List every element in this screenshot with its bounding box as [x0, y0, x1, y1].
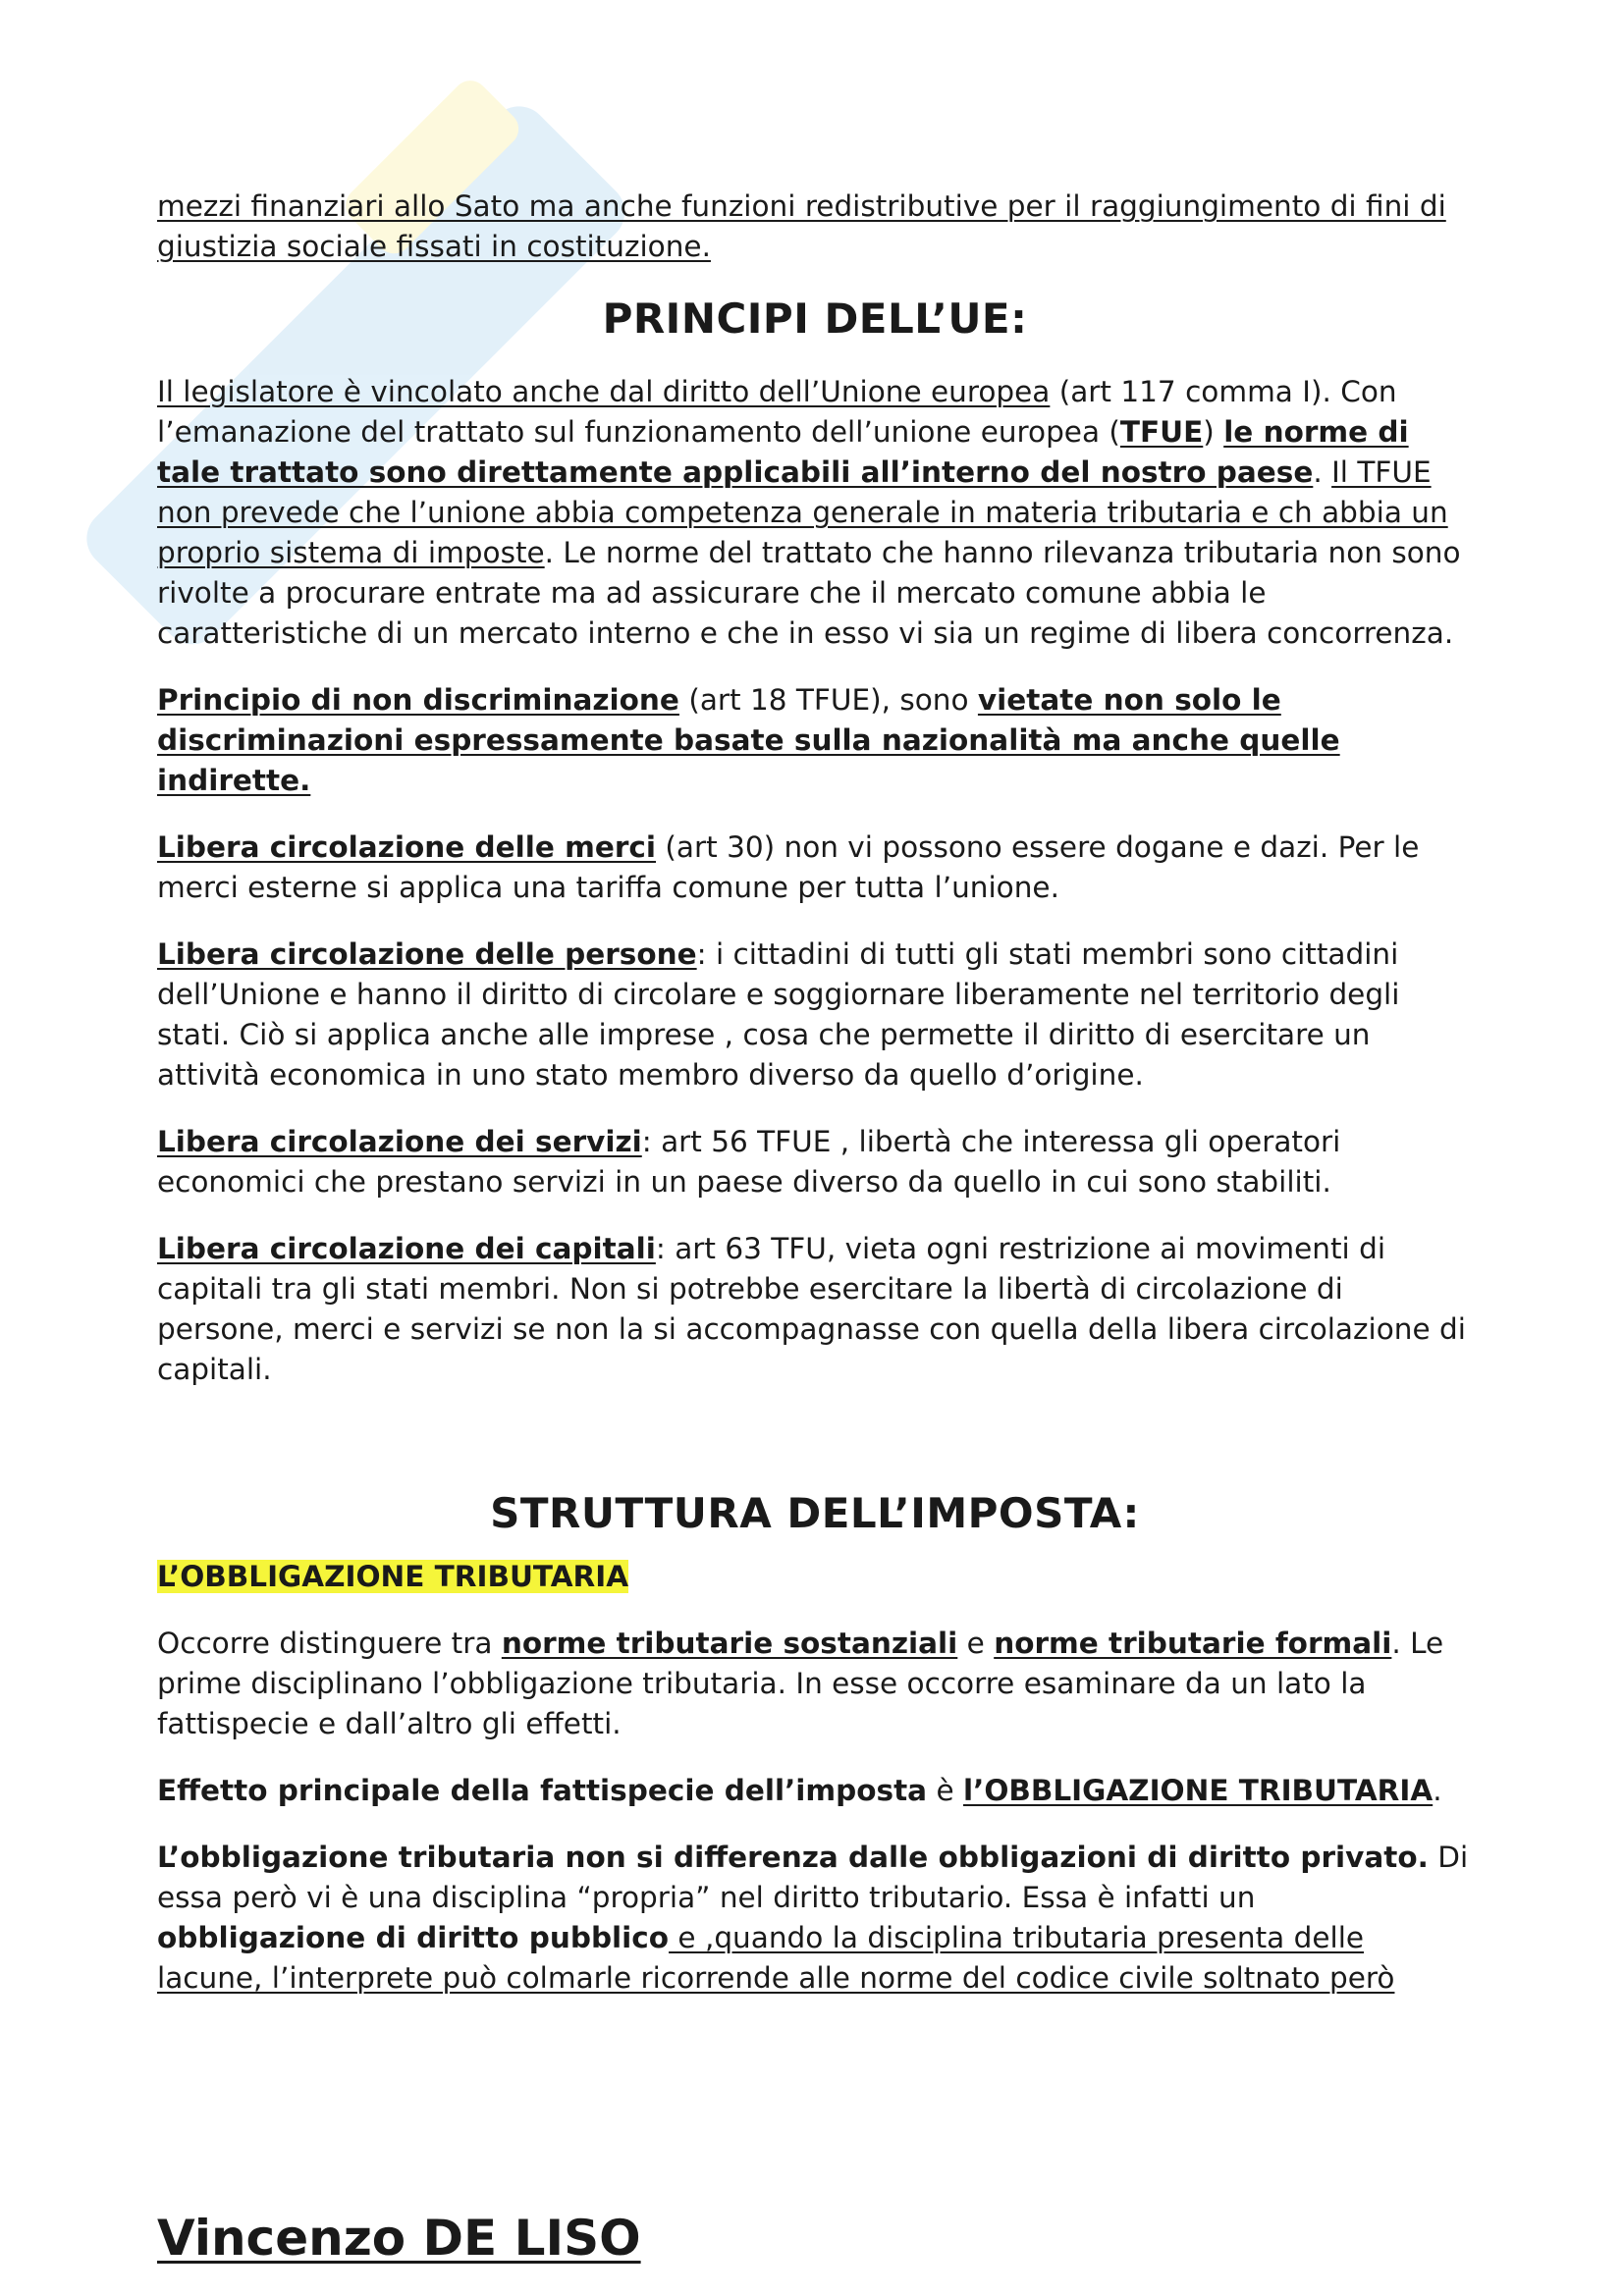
paragraph-capitali — [157, 1229, 1473, 1390]
text-tfue: TFUE — [1119, 415, 1204, 449]
text-plain: è — [927, 1774, 963, 1807]
text-plain: : art 63 TFU, vieta ogni restrizione ai movimenti di capitali tra gli stati membri. Non si potrebbe esercitare la libertà di circolazione di persone, merci e servizi se non la si accompagnasse con quella della libera circolazione di capitali. — [157, 1232, 1466, 1386]
text-bold: L’obbligazione tributaria non si differenza dalle obbligazioni di diritto privato. — [157, 1841, 1429, 1874]
text-plain: Di essa però vi è una disciplina “propria” nel diritto tributario. Essa è infatti un — [157, 1841, 1469, 1914]
text-underlined: e ,quando la disciplina tributaria presenta delle lacune, l’interprete può colmarle ricorrende alle norme del codice civile soltnato però — [157, 1921, 1395, 1995]
text-plain: : art 56 TFUE , libertà che interessa gli operatori economici che prestano servizi in un paese diverso da quello in cui sono stabiliti. — [157, 1125, 1341, 1199]
author-signature: Vincenzo DE LISO — [157, 2210, 641, 2267]
text-plain: Occorre distinguere tra — [157, 1627, 502, 1660]
text-bold-underlined: le norme di tale trattato sono direttamente applicabili all’interno del nostro paese — [157, 415, 1409, 489]
paragraph-servizi — [157, 1122, 1473, 1202]
term-circolazione-servizi: Libera circolazione dei servizi — [157, 1125, 642, 1158]
text-plain: . Le prime disciplinano l’obbligazione tributaria. In esse occorre esaminare da un lato la fattispecie e dall’altro gli effetti. — [157, 1627, 1444, 1740]
intro-text: mezzi finanziari allo Sato ma anche funzioni redistributive per il raggiungimento di fini di giustizia sociale fissati in costituzione. — [157, 189, 1446, 263]
intro-paragraph — [157, 187, 1473, 267]
text-plain: (art 117 comma I). Con l’emanazione del trattato sul funzionamento dell’unione europea ( — [157, 375, 1397, 449]
paragraph-obbligazione-privato — [157, 1838, 1473, 1999]
term-circolazione-capitali: Libera circolazione dei capitali — [157, 1232, 656, 1265]
text-bold: Effetto principale della fattispecie dell’imposta — [157, 1774, 928, 1807]
term-norme-sostanziali: norme tributarie sostanziali — [501, 1627, 958, 1660]
term-circolazione-persone: Libera circolazione delle persone — [157, 937, 697, 971]
paragraph-persone — [157, 934, 1473, 1095]
highlighted-subheading: L’OBBLIGAZIONE TRIBUTARIA — [157, 1560, 629, 1593]
text-underlined: Il TFUE non prevede che l’unione abbia competenza generale in materia tributaria e ch abbia un proprio sistema di imposte — [157, 455, 1448, 569]
paragraph-norme — [157, 1624, 1473, 1744]
text-plain: : i cittadini di tutti gli stati membri sono cittadini dell’Unione e hanno il diritto di circolare e soggiornare liberamente nel territorio degli stati. Ciò si applica anche alle imprese , cosa che permette il diritto di esercitare un attività economica in uno stato membro diverso da quello d’origine. — [157, 937, 1400, 1092]
text-plain: . Le norme del trattato che hanno rilevanza tributaria non sono rivolte a procurare entrate ma ad assicurare che il mercato comune abbia le caratteristiche di un mercato interno e che in esso vi sia un regime di libera concorrenza. — [157, 536, 1461, 650]
paragraph-legislatore — [157, 372, 1473, 654]
paragraph-non-discriminazione — [157, 680, 1473, 801]
text-plain: . — [1433, 1774, 1442, 1807]
text-plain: (art 18 TFUE), sono — [678, 683, 978, 717]
term-diritto-pubblico: obbligazione di diritto pubblico — [157, 1921, 670, 1954]
text-plain: (art 30) non vi possono essere dogane e dazi. Per le merci esterne si applica una tariffa comune per tutta l’unione. — [157, 830, 1420, 904]
section-heading-principi: PRINCIPI DELL’UE: — [602, 294, 1028, 343]
term-norme-formali: norme tributarie formali — [994, 1627, 1392, 1660]
section-heading-struttura: STRUTTURA DELL’IMPOSTA: — [490, 1489, 1140, 1537]
text-bold-underlined: vietate non solo le discriminazioni espressamente basate sulla nazionalità ma anche quelle indirette. — [157, 683, 1340, 797]
term-obbligazione-tributaria: l’OBBLIGAZIONE TRIBUTARIA — [963, 1774, 1434, 1807]
text-plain: . — [1313, 455, 1332, 489]
paragraph-effetto — [157, 1771, 1473, 1811]
subheading-obbligazione — [157, 1557, 1473, 1597]
document-page — [157, 187, 1473, 2025]
text-plain: e — [957, 1627, 995, 1660]
text-plain: ) — [1203, 415, 1224, 449]
paragraph-merci — [157, 828, 1473, 908]
term-circolazione-merci: Libera circolazione delle merci — [157, 830, 657, 864]
term-non-discriminazione: Principio di non discriminazione — [157, 683, 679, 717]
text-underlined: Il legislatore è vincolato anche dal diritto dell’Unione europea — [157, 375, 1051, 408]
